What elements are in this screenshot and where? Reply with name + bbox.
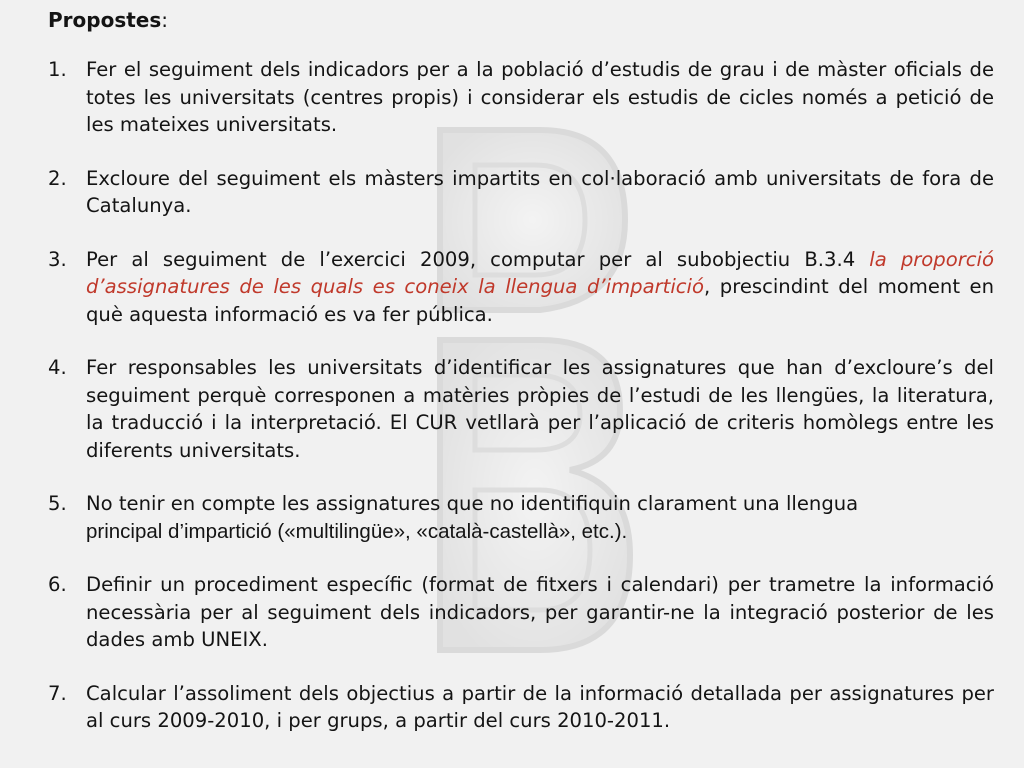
item-number: 3. [48, 247, 67, 271]
item-number: 5. [48, 492, 67, 515]
item-text-before: Per al seguiment de l’exercici 2009, computar per al subobjectiu B.3.4 [86, 247, 870, 271]
title-colon: : [161, 8, 169, 32]
page-title [48, 6, 994, 34]
proposal-list [48, 56, 994, 735]
list-item [48, 680, 994, 735]
item-number: 2. [48, 166, 67, 190]
list-item [48, 571, 994, 654]
list-item [48, 165, 994, 220]
item-text: Fer el seguiment dels indicadors per a la població d’estudis de grau i de màster oficials de totes les universitats (centres propis) i considerar els estudis de cicles només a petició de les mateixes universitats. [86, 58, 994, 136]
item-text: Calcular l’assoliment dels objectius a partir de la informació detallada per assignatures per al curs 2009-2010, i per grups, a partir del curs 2010-2011. [86, 681, 994, 732]
list-item [48, 354, 994, 464]
item-text: Definir un procediment específic (format de fitxers i calendari) per trametre la informació necessària per al seguiment dels indicadors, per garantir-ne la integració posterior de les dades amb UNEIX. [86, 573, 994, 651]
item-number: 7. [48, 681, 67, 705]
list-item [48, 246, 994, 329]
highlighted-text: la proporció d’assignatures de les quals es coneix la llengua d’impartició [86, 247, 994, 298]
item-text-after: , prescindint del moment en què aquesta informació es va fer pública. [86, 275, 995, 326]
item-text: Fer responsables les universitats d’identificar les assignatures que han d’excloure’s del seguiment perquè corresponen a matèries pròpies de l’estudi de les llengües, la literatura, la traducció i la interpretació. El CUR vetllarà per l’aplicació de criteris homòlegs entre les diferents universitats. [86, 356, 994, 462]
item-text-line1: No tenir en compte les assignatures que no identifiquin clarament una llengua [86, 492, 859, 515]
item-number: 4. [48, 356, 67, 379]
item-number: 1. [48, 58, 67, 81]
item-number: 6. [48, 573, 67, 596]
item-text-line2: principal d’impartició («multilingüe», «català-castellà», etc.). [86, 519, 628, 543]
content [48, 6, 994, 761]
title-text: Propostes [48, 8, 162, 32]
item-text: Excloure del seguiment els màsters impartits en col·laboració amb universitats de fora de Catalunya. [86, 166, 994, 217]
list-item [48, 56, 994, 139]
list-item [48, 490, 994, 545]
